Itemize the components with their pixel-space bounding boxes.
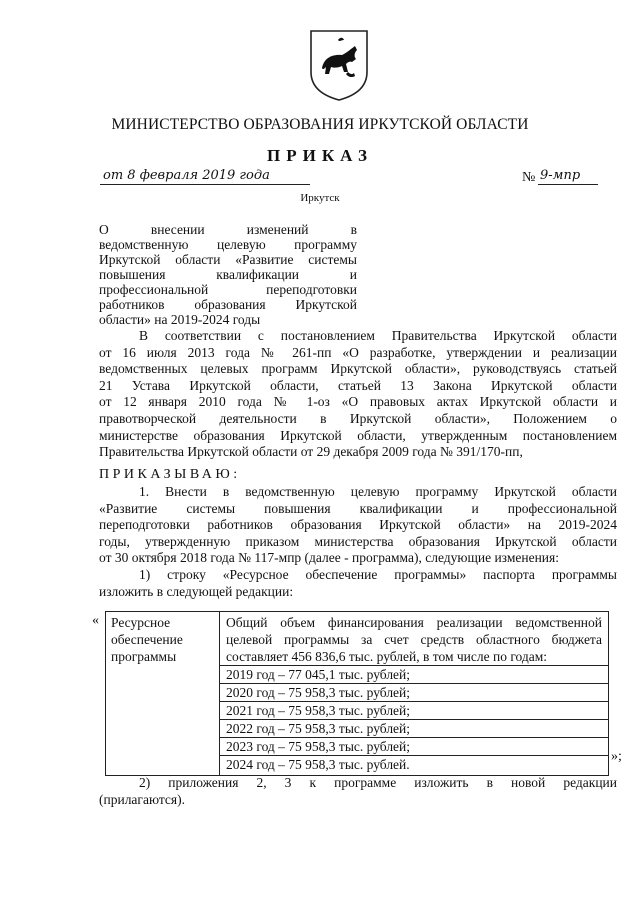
- year-amount: 2023 год – 75 958,3 тыс. рублей;: [220, 737, 608, 755]
- subject-line: О внесении изменений в: [99, 222, 357, 237]
- item-1-paragraph: [99, 484, 617, 600]
- ministry-name: МИНИСТЕРСТВО ОБРАЗОВАНИЯ ИРКУТСКОЙ ОБЛАСТИ: [111, 116, 529, 133]
- city-name: Иркутск: [300, 192, 340, 204]
- opening-quote-mark: «: [92, 613, 99, 628]
- item-line: (прилагаются).: [99, 791, 185, 807]
- label-line: обеспечение: [111, 632, 183, 647]
- item-line: годы, утвержденную приказом министерства образования Иркутской области: [99, 533, 617, 549]
- subject-line: работников образования Иркутской: [99, 297, 357, 312]
- year-amount: 2022 год – 75 958,3 тыс. рублей;: [220, 719, 608, 737]
- description-line: целевой программы за счет средств областного бюджета: [226, 632, 602, 647]
- order-directive-word: ПРИКАЗЫВАЮ:: [99, 467, 241, 482]
- description-line: составляет 456 836,6 тыс. рублей, в том числе по годам:: [226, 649, 548, 664]
- date-underline: [100, 184, 310, 185]
- item-line: переподготовки работников образования Иркутской области» на 2019-2024: [99, 517, 617, 533]
- number-sign: №: [522, 170, 536, 185]
- resource-provision-table: [105, 611, 609, 776]
- preamble-line: ведомственных целевых программ Иркутской области», руководствуясь статьей: [99, 361, 617, 377]
- year-amount: 2019 год – 77 045,1 тыс. рублей;: [220, 665, 608, 683]
- item-line: 1) строку «Ресурсное обеспечение программы» паспорта программы: [139, 566, 617, 582]
- subject-line: ведомственную целевую программу: [99, 237, 357, 252]
- preamble-line: министерстве образования Иркутской области, утвержденным постановлением: [99, 427, 617, 443]
- label-line: программы: [111, 649, 177, 664]
- description-line: Общий объем финансирования реализации ведомственной: [226, 615, 602, 630]
- year-amount: 2021 год – 75 958,3 тыс. рублей;: [220, 701, 608, 719]
- table-label-cell: [106, 612, 220, 776]
- preamble-line: правотворческой деятельности в Иркутской области», Положением о: [99, 410, 617, 426]
- preamble-line: от 12 января 2010 года № 1-оз «О правовых актах Иркутской области и: [99, 394, 617, 410]
- preamble-line: Правительства Иркутской области от 29 декабря 2009 года № 391/170-пп,: [99, 444, 523, 460]
- item-2-paragraph: [99, 775, 617, 808]
- item-line: 1. Внести в ведомственную целевую программу Иркутской области: [139, 484, 617, 499]
- item-line: от 30 октября 2018 года № 117-мпр (далее - программа), следующие изменения:: [99, 550, 559, 566]
- table-row: [106, 612, 609, 776]
- item-line: изложить в следующей редакции:: [99, 583, 294, 599]
- handwritten-date: от 8 февраля 2019 года: [103, 168, 270, 183]
- item-line: «Развитие системы повышения квалификации и профессиональной: [99, 500, 617, 516]
- closing-quote-mark: »;: [611, 749, 622, 764]
- preamble-line: 21 Устава Иркутской области, статьей 13 Закона Иркутской области: [99, 377, 617, 393]
- document-type-title: ПРИКАЗ: [267, 146, 373, 165]
- subject-line: повышения квалификации и: [99, 267, 357, 282]
- preamble-line: В соответствии с постановлением Правительства Иркутской области: [139, 328, 617, 343]
- number-underline: [538, 184, 598, 185]
- year-amount: 2020 год – 75 958,3 тыс. рублей;: [220, 683, 608, 701]
- year-amount: 2024 год – 75 958,3 тыс. рублей.: [220, 755, 608, 773]
- table-value-cell: [220, 612, 609, 776]
- preamble-paragraph: [99, 328, 617, 461]
- preamble-line: от 16 июля 2013 года № 261-пп «О разработке, утверждении и реализации: [99, 344, 617, 360]
- subject-line: профессиональной переподготовки: [99, 282, 357, 297]
- handwritten-order-number: 9-мпр: [540, 168, 581, 183]
- item-line: 2) приложения 2, 3 к программе изложить в новой редакции: [139, 775, 617, 790]
- subject-line: области» на 2019-2024 годы: [99, 312, 261, 327]
- order-subject: [99, 222, 357, 327]
- label-line: Ресурсное: [111, 615, 171, 630]
- subject-line: Иркутской области «Развитие системы: [99, 252, 357, 267]
- coat-of-arms-emblem: [308, 28, 370, 102]
